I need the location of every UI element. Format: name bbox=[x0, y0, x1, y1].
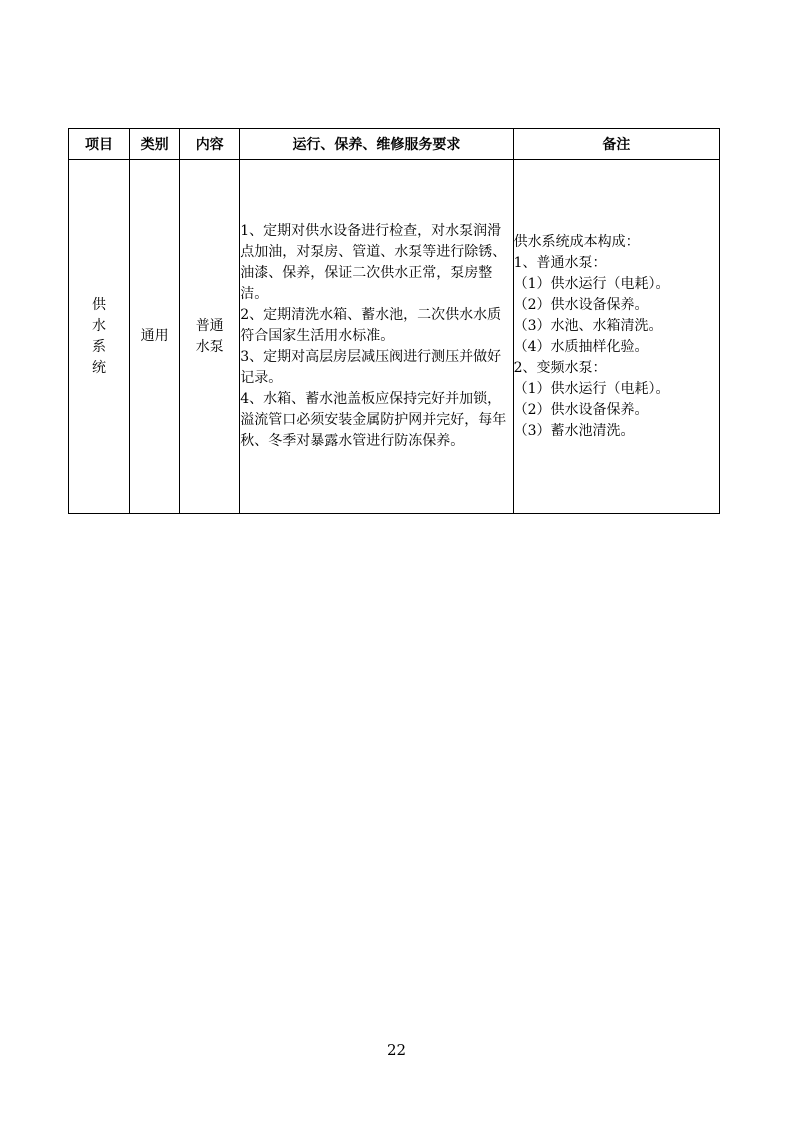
note-line: （3）水池、水箱清洗。 bbox=[513, 317, 663, 334]
requirement-item: 4、水箱、蓄水池盖板应保持完好并加锁，溢流管口必须安装金属防护网并完好，每年秋、冬季对暴露水管进行防冻保养。 bbox=[240, 391, 507, 449]
content-cell bbox=[180, 160, 240, 514]
header-content: 内容 bbox=[180, 129, 240, 160]
header-category: 类别 bbox=[130, 129, 180, 160]
requirements-cell bbox=[240, 160, 513, 514]
note-line: （2）供水设备保养。 bbox=[513, 296, 649, 313]
note-line: （1）供水运行（电耗）。 bbox=[513, 275, 670, 292]
requirement-item: 2、定期清洗水箱、蓄水池，二次供水水质符合国家生活用水标准。 bbox=[240, 307, 502, 344]
header-project: 项目 bbox=[69, 129, 130, 160]
note-line: 供水系统成本构成： bbox=[513, 233, 640, 250]
note-line: （4）水质抽样化验。 bbox=[513, 338, 649, 355]
requirement-item: 3、定期对高层房层减压阀进行测压并做好记录。 bbox=[240, 349, 502, 386]
header-requirements: 运行、保养、维修服务要求 bbox=[240, 129, 513, 160]
project-cell bbox=[69, 160, 130, 514]
category-cell: 通用 bbox=[130, 160, 180, 514]
service-requirements-table bbox=[68, 128, 720, 514]
notes-cell bbox=[513, 160, 719, 514]
project-char: 水 bbox=[92, 317, 107, 334]
note-line: （3）蓄水池清洗。 bbox=[513, 422, 635, 439]
content-line: 普通 bbox=[195, 317, 224, 334]
table-row bbox=[69, 160, 720, 514]
table-header-row bbox=[69, 129, 720, 160]
project-char: 供 bbox=[92, 296, 107, 313]
project-char: 统 bbox=[92, 359, 107, 376]
note-line: 1、普通水泵： bbox=[513, 254, 607, 271]
note-line: 2、变频水泵： bbox=[513, 359, 607, 376]
content-line: 水泵 bbox=[195, 338, 224, 355]
project-char: 系 bbox=[92, 338, 107, 355]
page-number: 22 bbox=[386, 1041, 407, 1059]
note-line: （1）供水运行（电耗）。 bbox=[513, 380, 670, 397]
requirement-item: 1、定期对供水设备进行检查，对水泵润滑点加油，对泵房、管道、水泵等进行除锈、油漆、保养，保证二次供水正常，泵房整洁。 bbox=[240, 223, 507, 302]
header-notes: 备注 bbox=[513, 129, 719, 160]
note-line: （2）供水设备保养。 bbox=[513, 401, 649, 418]
